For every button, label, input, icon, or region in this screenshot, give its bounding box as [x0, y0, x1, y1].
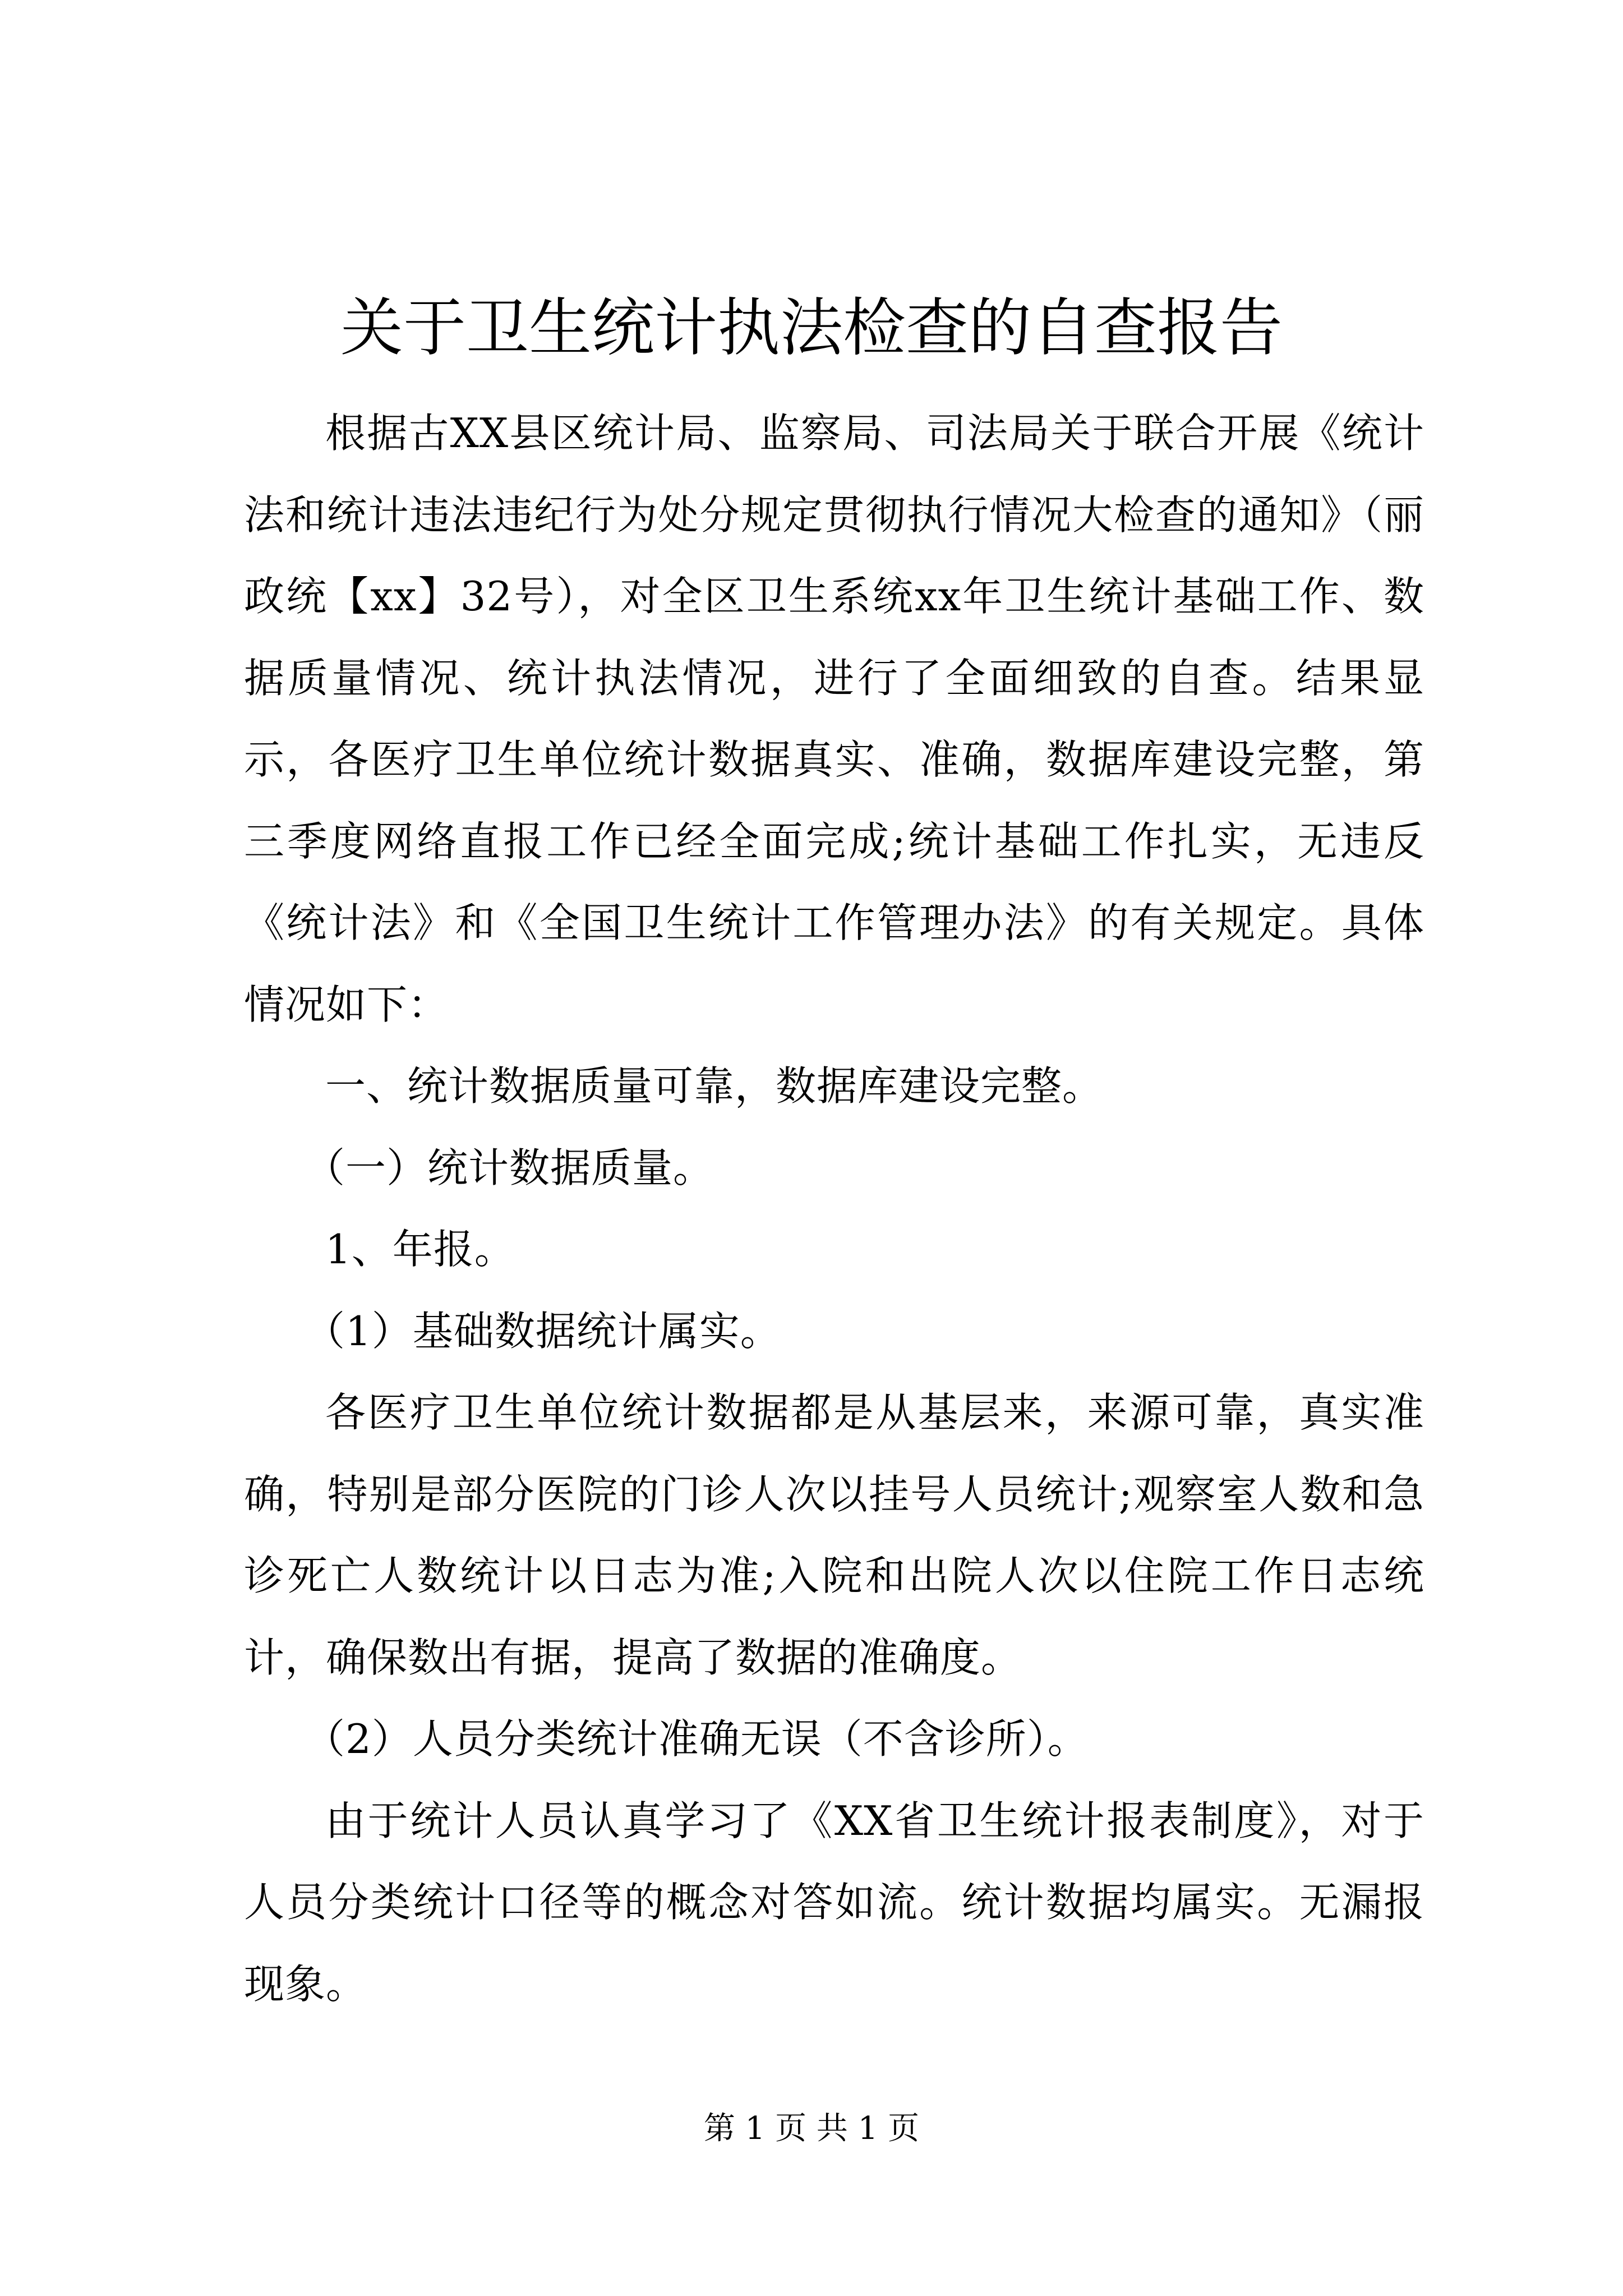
document-body — [244, 393, 1424, 2025]
subsection-heading-1: （一）统计数据质量。 — [305, 1144, 714, 1191]
item-heading-personnel: （2）人员分类统计准确无误（不含诊所）。 — [305, 1715, 1089, 1763]
item-heading-basic-data: （1）基础数据统计属实。 — [305, 1307, 781, 1355]
paragraph-basic-data: 各医疗卫生单位统计数据都是从基层来，来源可靠，真实准确，特别是部分医院的门诊人次以挂号人员统计;观察室人数和急诊死亡人数统计以日志为准;入院和出院人次以住院工作日志统计，确保数出有据，提高了数据的准确度。 — [244, 1389, 1424, 1681]
section-heading-1: 一、统计数据质量可靠，数据库建设完整。 — [325, 1062, 1104, 1110]
page-number-footer: 第 1 页 共 1 页 — [703, 2110, 920, 2147]
paragraph-intro: 根据古XX县区统计局、监察局、司法局关于联合开展《统计法和统计违法违纪行为处分规定贯彻执行情况大检查的通知》（丽政统【xx】32号），对全区卫生系统xx年卫生统计基础工作、数据质量情况、统计执法情况，进行了全面细致的自查。结果显示，各医疗卫生单位统计数据真实、准确，数据库建设完整，第三季度网络直报工作已经全面完成;统计基础工作扎实，无违反《统计法》和《全国卫生统计工作管理办法》的有关规定。具体情况如下： — [244, 409, 1424, 1028]
document-title: 关于卫生统计执法检查的自查报告 — [340, 292, 1283, 365]
paragraph-personnel: 由于统计人员认真学习了《XX省卫生统计报表制度》，对于人员分类统计口径等的概念对答如流。统计数据均属实。无漏报现象。 — [244, 1797, 1424, 2008]
item-heading-annual-report: 1、年报。 — [325, 1226, 515, 1273]
